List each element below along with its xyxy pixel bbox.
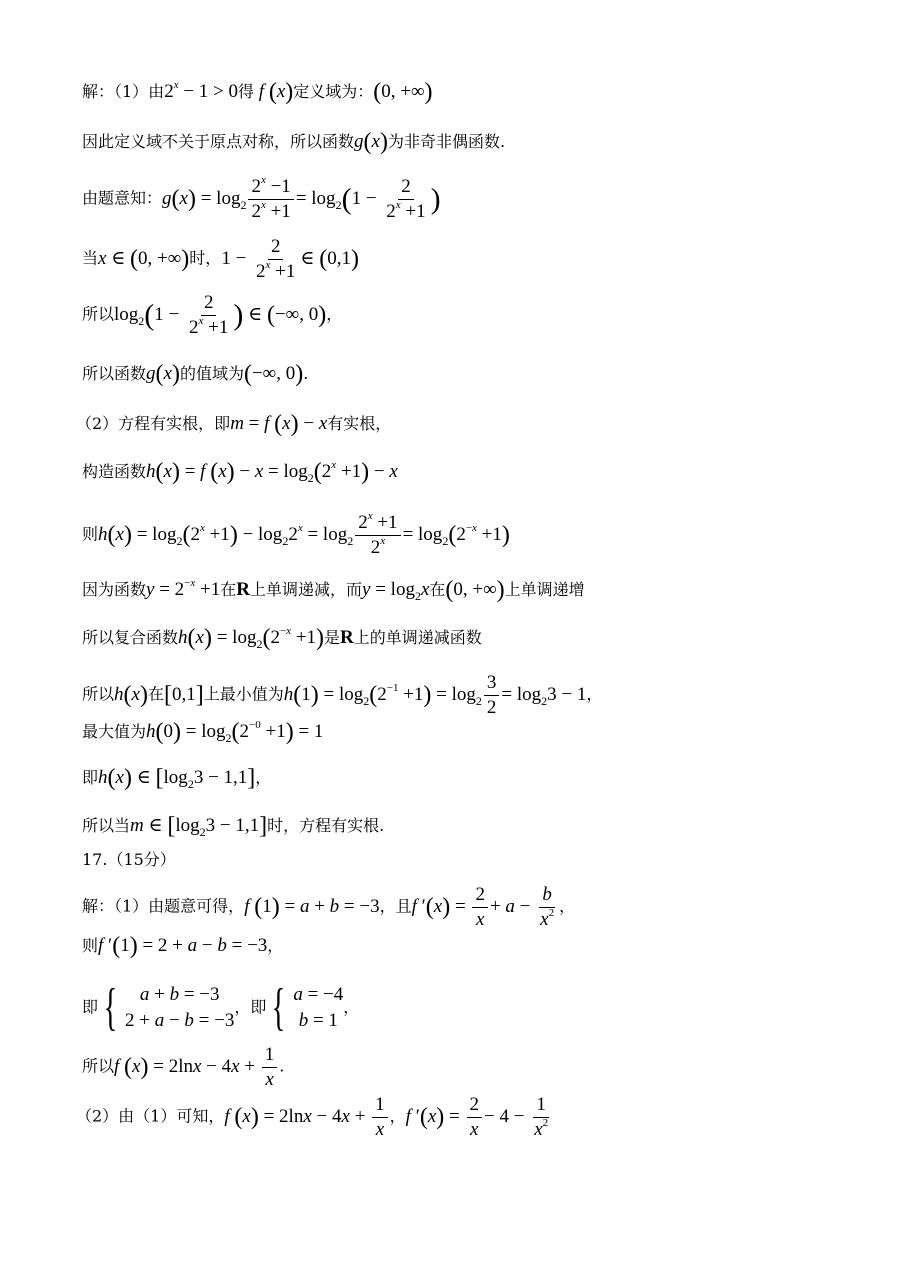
solution-line-9: 则$h(x) = \log_2(2^x +1) - \log_22^x = \log_2$ $\frac{2^x +1}{2^x}$ = $\log_2(2^{-x} +1)$ bbox=[82, 510, 510, 558]
solution-line-5: 所以$\log_2(1$ − $\frac{2}{2^x +1}$ ) ∈ (−∞, 0)， bbox=[82, 292, 343, 338]
solution-line-12: 所以h(x)在[0,1]上最小值为$h(1) = \log_2(2^{-1} +1) = \log_2$ $\frac{3}{2}$ = $\log_23 - 1$， bbox=[82, 672, 603, 718]
solution-line-20: 所以f (x) = 2lnx − 4x + $\frac{1}{x}$ . bbox=[82, 1044, 285, 1090]
solution-line-11: 所以复合函数$h(x) = \log_2(2^{-x} +1)$是R上的单调递减函数 bbox=[82, 625, 482, 651]
solution-line-15: 所以当m ∈ $[\log_23 - 1,1]$时，方程有实根. bbox=[82, 813, 385, 839]
solution-line-4: 当x ∈ (0, +∞)时，1 − $\frac{2}{2^x +1}$ ∈ (0,1) bbox=[82, 236, 359, 282]
solution-line-8: 构造函数h(x) = f $(x) - x = \log_2(2^x +1) - x$ bbox=[82, 459, 398, 485]
solution-line-3: 由题意知：$g(x) = \log_2$ $\frac{2^x -1}{2^x +1}$ = $\log_2(1$ − $\frac{2}{2^x +1}$ ) bbox=[82, 174, 441, 222]
solution-line-2: 因此定义域不关于原点对称，所以函数g(x)为非奇非偶函数. bbox=[82, 129, 506, 155]
solution-line-1: 解：（1）由$2^x - 1 > 0$得 f (x)定义域为：(0, +∞) bbox=[82, 79, 433, 105]
solution-line-13: 最大值为$h(0) = \log_2(2^{-0} +1) = 1$ bbox=[82, 719, 324, 745]
solution-line-19: 即 { a + b = −3 2 + a − b = −3 ，即 { a = −4 b = 1 ， bbox=[82, 979, 360, 1036]
solution-line-6: 所以函数g(x)的值域为(−∞, 0). bbox=[82, 361, 309, 387]
problem-17-heading: 17.（15分） bbox=[82, 850, 176, 869]
solution-line-10: 因为函数$y = 2^{-x} +1$在R上单调递减，而$y = \log_2x$在(0, +∞)上单调递增 bbox=[82, 577, 585, 603]
solution-line-21: （2）由（1）可知，f (x) = 2lnx − 4x + $\frac{1}{x}$ ，f ′(x) = $\frac{2}{x}$ − 4 − $\frac{1}{x^2}$ bbox=[76, 1094, 549, 1140]
solution-line-17: 解：（1）由题意可得，f (1) = a + b = −3，且f ′(x) = $\frac{2}{x}$ + a − $\frac{b}{x^2}$ ， bbox=[82, 884, 576, 930]
solution-line-7: （2）方程有实根，即m = f (x) − x有实根， bbox=[76, 411, 392, 437]
solution-line-18: 则f ′(1) = 2 + a − b = −3， bbox=[82, 933, 284, 959]
solution-line-14: 即h(x) ∈ $[\log_23 - 1,1]$， bbox=[82, 765, 272, 791]
